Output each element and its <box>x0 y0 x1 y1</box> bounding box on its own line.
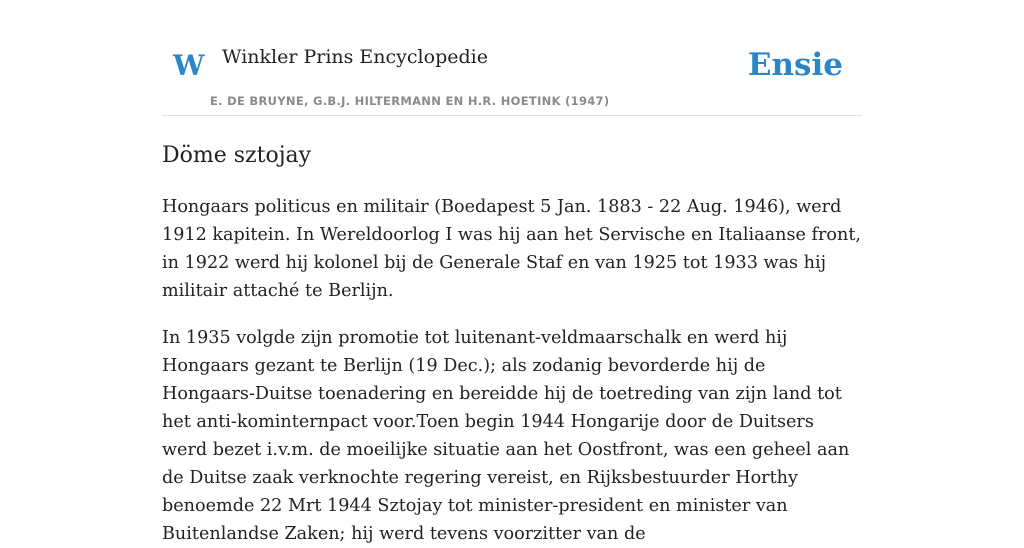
brand-logo[interactable]: Ensie <box>747 47 843 83</box>
page <box>162 0 862 544</box>
article-paragraph-1: Hongaars politicus en militair (Boedapest 5 Jan. 1883 - 22 Aug. 1946), werd 1912 kapitein. In Wereldoorlog I was hij aan het Servische en Italiaanse front, in 1922 werd hij kolonel bij de Generale Staf en van 1925 tot 1933 was hij militair attaché te Berlijn. <box>162 196 861 301</box>
site-authors: E. DE BRUYNE, G.B.J. HILTERMANN EN H.R. HOETINK (1947) <box>210 94 610 108</box>
site-header <box>162 0 862 116</box>
article-paragraph-2: In 1935 volgde zijn promotie tot luitenant-veldmaarschalk en werd hij Hongaars gezant te Berlijn (19 Dec.); als zodanig bevorderde hij de Hongaars-Duitse toenadering en bereidde hij de toetreding van zijn land tot het anti-kominternpact voor.Toen begin 1944 Hongarije door de Duitsers werd bezet i.v.m. de moeilijke situatie aan het Oostfront, was een geheel aan de Duitse zaak verknochte regering vereist, en Rijksbestuurder Horthy benoemde 22 Mrt 1944 Sztojay tot minister-president en minister van Buitenlandse Zaken; hij werd tevens voorzitter van de <box>162 327 850 544</box>
site-title[interactable]: Winkler Prins Encyclopedie <box>222 46 488 68</box>
article-title: Döme sztojay <box>162 143 312 168</box>
site-logo-icon[interactable]: W <box>173 49 205 82</box>
